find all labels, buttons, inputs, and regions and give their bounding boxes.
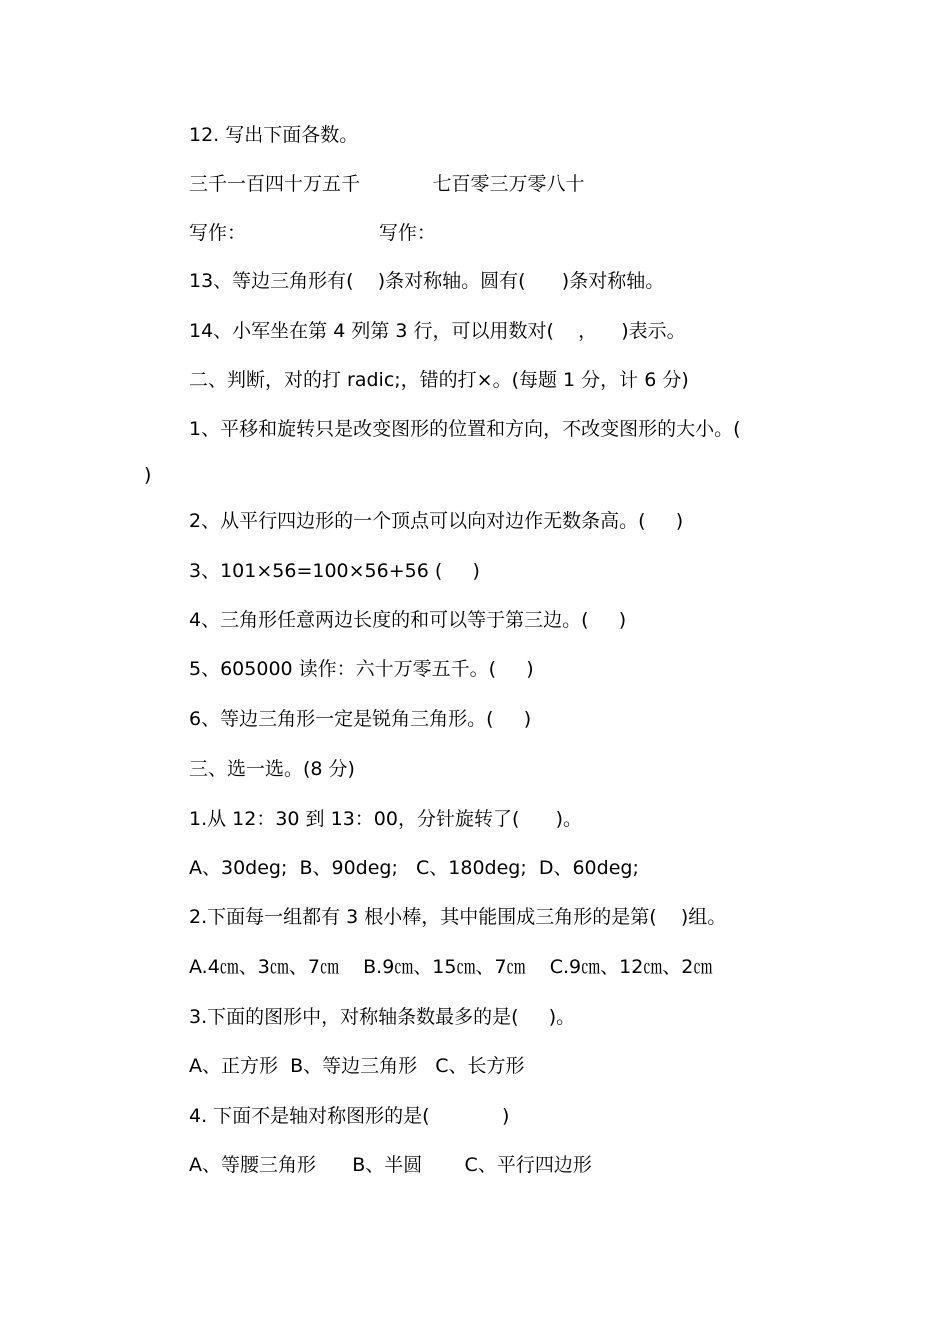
section-2-heading: 二、判断，对的打 radic;，错的打×。(每题 1 分，计 6 分) <box>189 369 689 391</box>
judge-item-5: 5、605000 读作：六十万零五千。( ) <box>189 658 534 680</box>
judge-item-2: 2、从平行四边形的一个顶点可以向对边作无数条高。( ) <box>189 510 684 532</box>
judge-item-6: 6、等边三角形一定是锐角三角形。( ) <box>189 708 532 730</box>
section-3-heading: 三、选一选。(8 分) <box>189 758 355 780</box>
judge-item-1: 1、平移和旋转只是改变图形的位置和方向，不改变图形的大小。( <box>189 418 741 440</box>
choice-question-4-options: A、等腰三角形 B、半圆 C、平行四边形 <box>189 1154 592 1176</box>
choice-question-2-options: A.4㎝、3㎝、7㎝ B.9㎝、15㎝、7㎝ C.9㎝、12㎝、2㎝ <box>189 956 713 978</box>
question-13: 13、等边三角形有( )条对称轴。圆有( )条对称轴。 <box>189 270 665 292</box>
choice-question-1: 1.从 12：30 到 13：00，分针旋转了( )。 <box>189 808 583 830</box>
choice-question-3-options: A、正方形 B、等边三角形 C、长方形 <box>189 1055 525 1077</box>
choice-question-1-options: A、30deg; B、90deg; C、180deg; D、60deg; <box>189 857 639 879</box>
question-12-write-fields: 写作： 写作： <box>189 222 436 244</box>
judge-item-3: 3、101×56=100×56+56 ( ) <box>189 560 480 582</box>
choice-question-4: 4. 下面不是轴对称图形的是( ) <box>189 1105 510 1127</box>
question-14: 14、小军坐在第 4 列第 3 行，可以用数对( ， )表示。 <box>189 320 686 342</box>
choice-question-2: 2.下面每一组都有 3 根小棒，其中能围成三角形的是第( )组。 <box>189 906 727 928</box>
question-12-numbers: 三千一百四十万五千 七百零三万零八十 <box>189 173 585 195</box>
question-12-title: 12. 写出下面各数。 <box>189 124 359 146</box>
judge-item-1-continued: ) <box>144 464 152 486</box>
judge-item-4: 4、三角形任意两边长度的和可以等于第三边。( ) <box>189 609 627 631</box>
choice-question-3: 3.下面的图形中，对称轴条数最多的是( )。 <box>189 1006 576 1028</box>
